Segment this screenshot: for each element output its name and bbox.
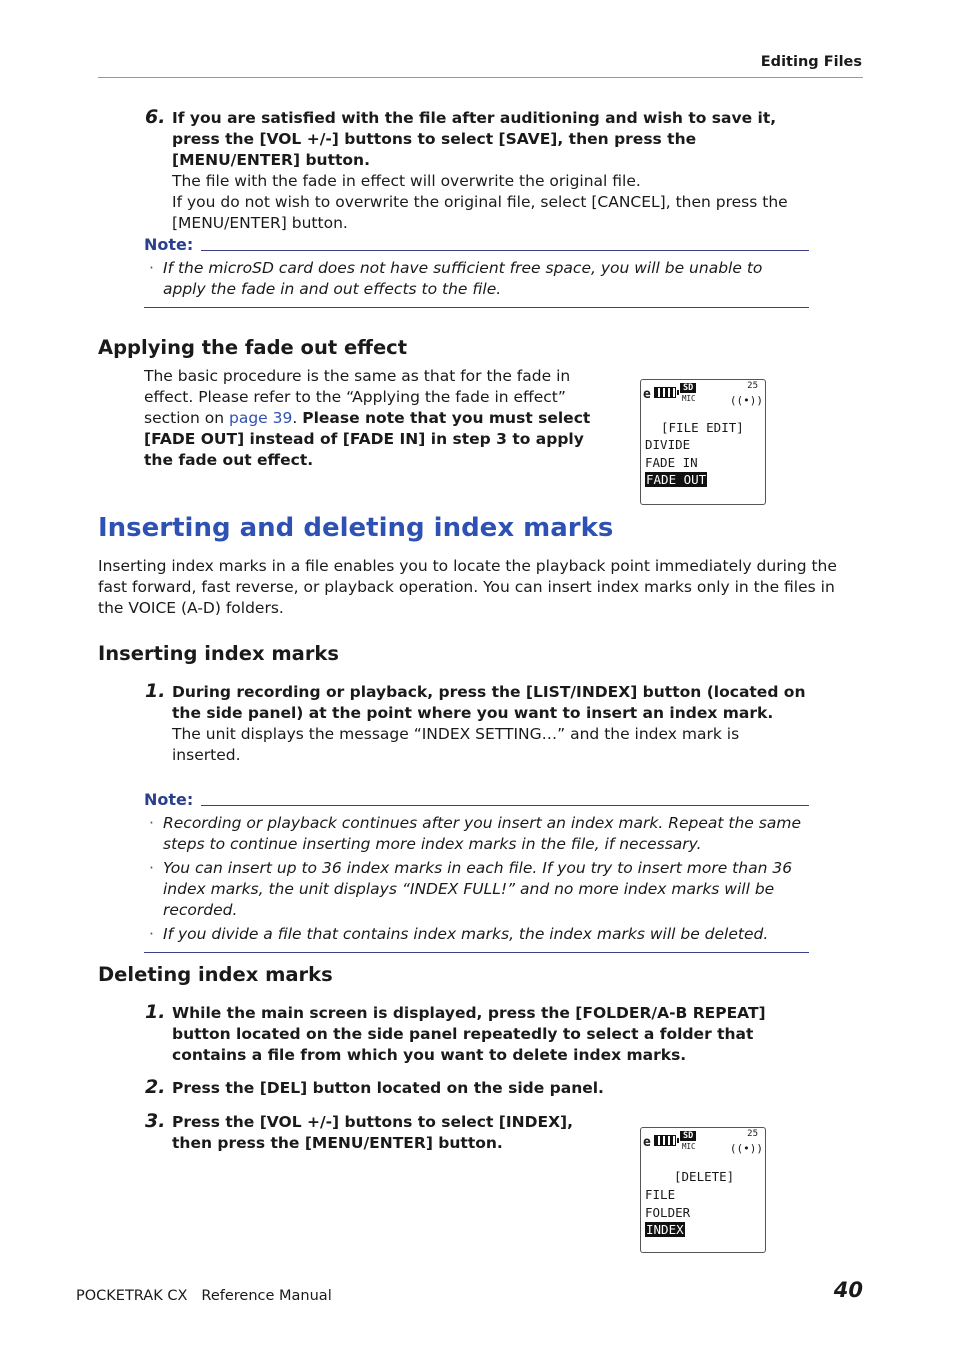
- note-box: [144, 234, 809, 308]
- lcd-menu-item: FADE IN: [645, 455, 698, 470]
- step-number: 2.: [145, 1076, 166, 1098]
- sd-card-icon: SD: [680, 1131, 696, 1141]
- step-3: [145, 1112, 595, 1154]
- footer-product: POCKETRAK CX: [76, 1288, 188, 1304]
- chapter-heading: Inserting and deleting index marks: [98, 513, 614, 543]
- step-instruction: Press the [DEL] button located on the side panel.: [172, 1079, 604, 1097]
- note-list: [144, 258, 809, 300]
- step-instruction: While the main screen is displayed, press the [FOLDER/A-B REPEAT] button located on the side panel repeatedly to select a folder that contains a file from which you want to delete index marks.: [172, 1004, 766, 1064]
- step-number: 6.: [145, 106, 166, 128]
- status-icons: [643, 1129, 763, 1155]
- note-list: [144, 813, 809, 945]
- fadeout-text: [144, 366, 599, 471]
- lcd-menu-item: DIVIDE: [645, 437, 691, 452]
- section-heading: Deleting index marks: [98, 963, 333, 986]
- step-instruction: If you are satisfied with the file after auditioning and wish to save it, press the [VOL +/-] buttons to select [SAVE], then press the [MENU/ENTER] button.: [172, 109, 777, 169]
- status-icons: [643, 381, 763, 407]
- battery-icon: [654, 1135, 676, 1146]
- section-heading: Applying the fade out effect: [98, 336, 408, 359]
- step-instruction: During recording or playback, press the [LIST/INDEX] button (located on the side panel) at the point where you want to insert an index mark.: [172, 683, 806, 722]
- text-run: The basic procedure is the same as that for the fade in effect. Please refer to the “Applying the fade in effect” section on: [144, 367, 571, 427]
- step-number: 1.: [145, 1001, 166, 1023]
- step-number: 1.: [145, 680, 166, 702]
- volume-level: 25: [747, 1129, 758, 1139]
- battery-type-icon: e: [643, 1135, 651, 1150]
- step-6: [145, 108, 810, 234]
- sd-card-icon: SD: [680, 383, 696, 393]
- battery-type-icon: e: [643, 387, 651, 402]
- page-link[interactable]: page 39: [229, 409, 293, 427]
- note-box: [144, 789, 809, 953]
- note-item: · If you divide a file that contains index marks, the index marks will be deleted.: [144, 924, 809, 945]
- text-run: .: [292, 409, 303, 427]
- mic-icon: MIC: [682, 1142, 696, 1151]
- note-rule: [201, 805, 809, 806]
- volume-level: 25: [747, 381, 758, 391]
- step-detail: If you do not wish to overwrite the original file, select [CANCEL], then press the [MENU/ENTER] button.: [172, 193, 788, 232]
- note-item: · You can insert up to 36 index marks in each file. If you try to insert more than 36 index marks, the unit displays “INDEX FULL!” and no more index marks will be recorded.: [144, 858, 809, 921]
- running-head: Editing Files: [760, 54, 862, 70]
- lcd-screen-file-edit: [640, 379, 766, 505]
- lcd-menu-item-selected: FADE OUT: [646, 472, 707, 487]
- step-1: [145, 682, 810, 766]
- battery-tip-icon: [677, 390, 679, 395]
- mic-icon: MIC: [682, 394, 696, 403]
- text-run-bold: Please note that you must select [FADE OUT] instead of [FADE IN] in step 3 to apply the fade out effect.: [144, 409, 591, 469]
- step-1: [145, 1003, 810, 1066]
- page-number: 40: [833, 1278, 863, 1302]
- note-item: · Recording or playback continues after you insert an index mark. Repeat the same steps to continue inserting more index marks in the file, if necessary.: [144, 813, 809, 855]
- speaker-icon: ((•)): [729, 394, 763, 407]
- step-number: 3.: [145, 1110, 166, 1132]
- lcd-menu-item: FILE: [645, 1187, 676, 1202]
- step-2: [145, 1078, 810, 1099]
- step-detail: The unit displays the message “INDEX SETTING…” and the index mark is inserted.: [172, 725, 740, 764]
- section-heading: Inserting index marks: [98, 642, 340, 665]
- battery-tip-icon: [677, 1138, 679, 1143]
- battery-icon: [654, 387, 676, 398]
- footer-manual: Reference Manual: [201, 1288, 332, 1304]
- speaker-icon: ((•)): [729, 1142, 763, 1155]
- intro-text: Inserting index marks in a file enables you to locate the playback point immediately during the fast forward, fast reverse, or playback operation. You can insert index marks only in the files in the VOICE (A-D) folders.: [98, 557, 837, 617]
- note-item: · If the microSD card does not have sufficient free space, you will be unable to apply the fade in and out effects to the file.: [144, 258, 809, 300]
- note-label: Note:: [144, 790, 194, 809]
- lcd-title: [DELETE]: [674, 1169, 735, 1184]
- step-detail: The file with the fade in effect will overwrite the original file.: [172, 172, 641, 190]
- step-instruction: Press the [VOL +/-] buttons to select [INDEX], then press the [MENU/ENTER] button.: [172, 1113, 574, 1152]
- note-label: Note:: [144, 235, 194, 254]
- lcd-screen-delete: [640, 1127, 766, 1253]
- lcd-title: [FILE EDIT]: [661, 420, 744, 435]
- note-rule: [201, 250, 809, 251]
- note-bottom-rule: [144, 307, 809, 308]
- note-bottom-rule: [144, 952, 809, 953]
- lcd-menu-item: FOLDER: [645, 1205, 691, 1220]
- footer: [76, 1286, 346, 1307]
- header-rule: [98, 77, 863, 78]
- lcd-menu-item-selected: INDEX: [646, 1222, 684, 1237]
